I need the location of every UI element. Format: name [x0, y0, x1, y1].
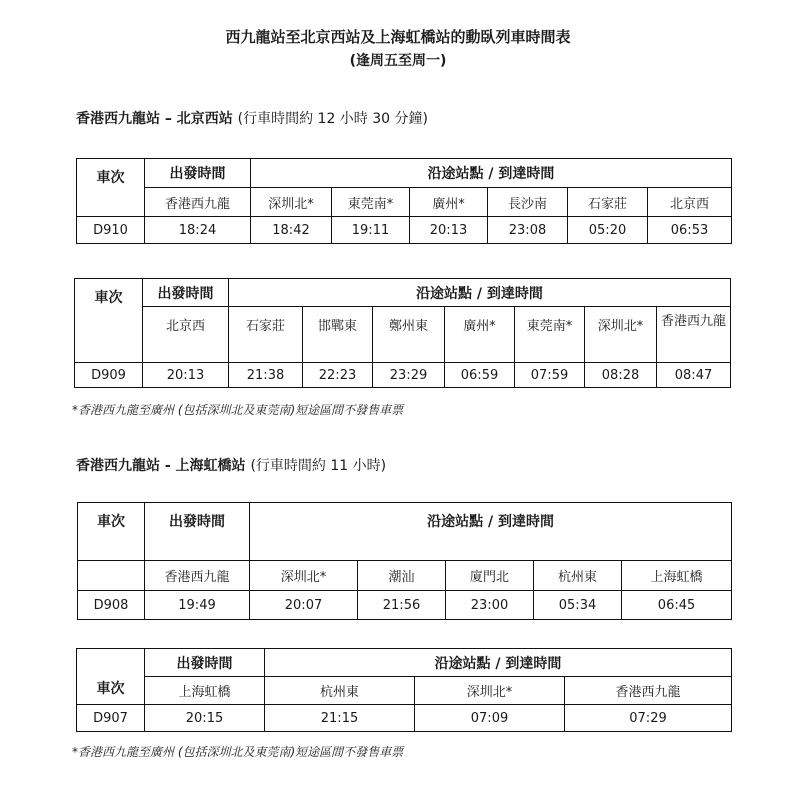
station-cell: 東莞南*	[332, 188, 410, 217]
time-cell: 23:29	[373, 363, 445, 388]
departure-header: 出發時間	[145, 649, 265, 677]
timetable-d907	[76, 648, 732, 732]
stops-header: 沿途站點 / 到達時間	[265, 649, 732, 677]
time-cell: 06:53	[648, 217, 732, 244]
station-cell: 長沙南	[488, 188, 568, 217]
stops-header: 沿途站點 / 到達時間	[251, 159, 732, 188]
station-cell: 北京西	[143, 307, 229, 363]
time-cell: 07:59	[515, 363, 585, 388]
time-cell: 06:59	[445, 363, 515, 388]
footnote: *香港西九龍至廣州 (包括深圳北及東莞南)短途區間不發售車票	[72, 403, 404, 417]
station-cell: 香港西九龍	[145, 561, 250, 591]
route-label: 香港西九龍站 – 北京西站	[76, 111, 233, 127]
station-cell: 深圳北*	[415, 677, 565, 705]
section-heading-shanghai	[76, 455, 386, 475]
station-cell: 潮汕	[358, 561, 446, 591]
page-title: 西九龍站至北京西站及上海虹橋站的動臥列車時間表	[225, 28, 571, 46]
timetable-d910	[76, 158, 732, 244]
time-cell: 20:07	[250, 591, 358, 620]
time-cell: 21:15	[265, 705, 415, 732]
footnote: *香港西九龍至廣州 (包括深圳北及東莞南)短途區間不發售車票	[72, 745, 404, 759]
time-cell: 05:34	[534, 591, 622, 620]
section-heading-beijing	[76, 108, 428, 128]
train-no-header: 車次	[75, 279, 143, 363]
departure-header: 出發時間	[143, 279, 229, 307]
station-cell: 廣州*	[445, 307, 515, 363]
station-cell: 石家莊	[568, 188, 648, 217]
station-cell: 鄭州東	[373, 307, 445, 363]
route-label: 香港西九龍站 - 上海虹橋站	[76, 458, 246, 474]
station-cell: 廈門北	[446, 561, 534, 591]
time-cell: 20:13	[410, 217, 488, 244]
duration-label: (行車時間約 12 小時 30 分鐘)	[237, 111, 428, 127]
station-cell: 上海虹橋	[622, 561, 732, 591]
time-cell: 22:23	[303, 363, 373, 388]
station-cell: 東莞南*	[515, 307, 585, 363]
train-no-header: 車次	[77, 159, 145, 217]
station-cell: 邯鄲東	[303, 307, 373, 363]
stops-header: 沿途站點 / 到達時間	[229, 279, 731, 307]
departure-header: 出發時間	[145, 503, 250, 561]
time-cell: 23:08	[488, 217, 568, 244]
time-cell: 19:11	[332, 217, 410, 244]
station-cell: 香港西九龍	[145, 188, 251, 217]
time-cell: 21:38	[229, 363, 303, 388]
station-cell: 北京西	[648, 188, 732, 217]
time-cell: 20:13	[143, 363, 229, 388]
time-cell: 23:00	[446, 591, 534, 620]
empty-cell	[78, 561, 145, 591]
time-cell: 19:49	[145, 591, 250, 620]
station-cell: 深圳北*	[585, 307, 657, 363]
station-cell: 廣州*	[410, 188, 488, 217]
station-cell: 深圳北*	[251, 188, 332, 217]
time-cell: 06:45	[622, 591, 732, 620]
time-cell: 08:47	[657, 363, 731, 388]
stops-header: 沿途站點 / 到達時間	[250, 503, 732, 561]
time-cell: 18:24	[145, 217, 251, 244]
time-cell: 18:42	[251, 217, 332, 244]
time-cell: 20:15	[145, 705, 265, 732]
duration-label: (行車時間約 11 小時)	[250, 458, 387, 474]
train-number: D908	[78, 591, 145, 620]
departure-header: 出發時間	[145, 159, 251, 188]
station-cell: 石家莊	[229, 307, 303, 363]
station-cell: 深圳北*	[250, 561, 358, 591]
station-cell: 香港西九龍	[565, 677, 732, 705]
train-number: D909	[75, 363, 143, 388]
time-cell: 07:29	[565, 705, 732, 732]
station-cell: 杭州東	[534, 561, 622, 591]
time-cell: 08:28	[585, 363, 657, 388]
station-cell: 上海虹橋	[145, 677, 265, 705]
train-no-header: 車次	[78, 503, 145, 561]
station-cell: 杭州東	[265, 677, 415, 705]
page-subtitle: (逢周五至周一)	[349, 53, 447, 69]
time-cell: 21:56	[358, 591, 446, 620]
time-cell: 07:09	[415, 705, 565, 732]
train-number: D907	[77, 705, 145, 732]
train-no-header: 車次	[77, 649, 145, 705]
timetable-d909	[74, 278, 731, 388]
station-cell: 香港西九龍	[657, 307, 731, 363]
time-cell: 05:20	[568, 217, 648, 244]
timetable-d908	[77, 502, 732, 620]
train-number: D910	[77, 217, 145, 244]
